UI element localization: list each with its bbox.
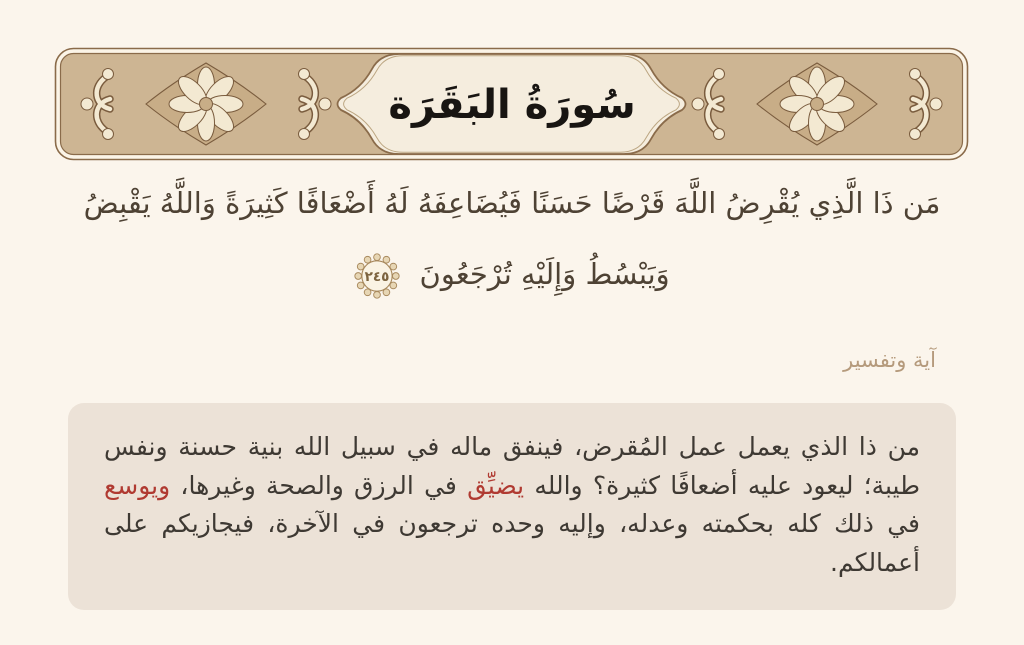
surah-title: سُورَةُ البَقَرَة: [388, 82, 636, 128]
tafsir-text-segment: في الرزق والصحة وغيرها،: [170, 470, 468, 500]
section-label: آية وتفسير: [843, 348, 936, 372]
verse-block: [20, 168, 1004, 310]
verse-line-2: [20, 239, 1004, 310]
tafsir-highlight-word: يضيِّق: [467, 470, 525, 500]
tafsir-text-segment: في ذلك كله بحكمته وعدله، وإليه وحده ترجعون في الآخرة، فيجازيكم على أعمالكم.: [104, 509, 920, 577]
tafsir-text-segment: من ذا الذي يعمل عمل المُقرض، فينفق ماله في سبيل الله بنية حسنة ونفس طيبة؛ ليعود عليه أضعافًا كثيرة؟ والله: [104, 432, 920, 500]
tafsir-text: [68, 403, 956, 582]
ayah-number-medallion: [354, 253, 400, 299]
ayah-number: ٢٤٥: [364, 269, 390, 286]
verse-line-2-text: وَيَبْسُطُ وَإِلَيْهِ تُرْجَعُونَ: [419, 257, 670, 291]
tafsir-box: [68, 403, 956, 610]
verse-line-1: مَن ذَا الَّذِي يُقْرِضُ اللَّهَ قَرْضًا حَسَنًا فَيُضَاعِفَهُ لَهُ أَضْعَافًا كَثِيرَةً وَاللَّهُ يَقْبِضُ: [83, 186, 941, 220]
tafsir-highlight-word: ويوسع: [104, 470, 171, 500]
